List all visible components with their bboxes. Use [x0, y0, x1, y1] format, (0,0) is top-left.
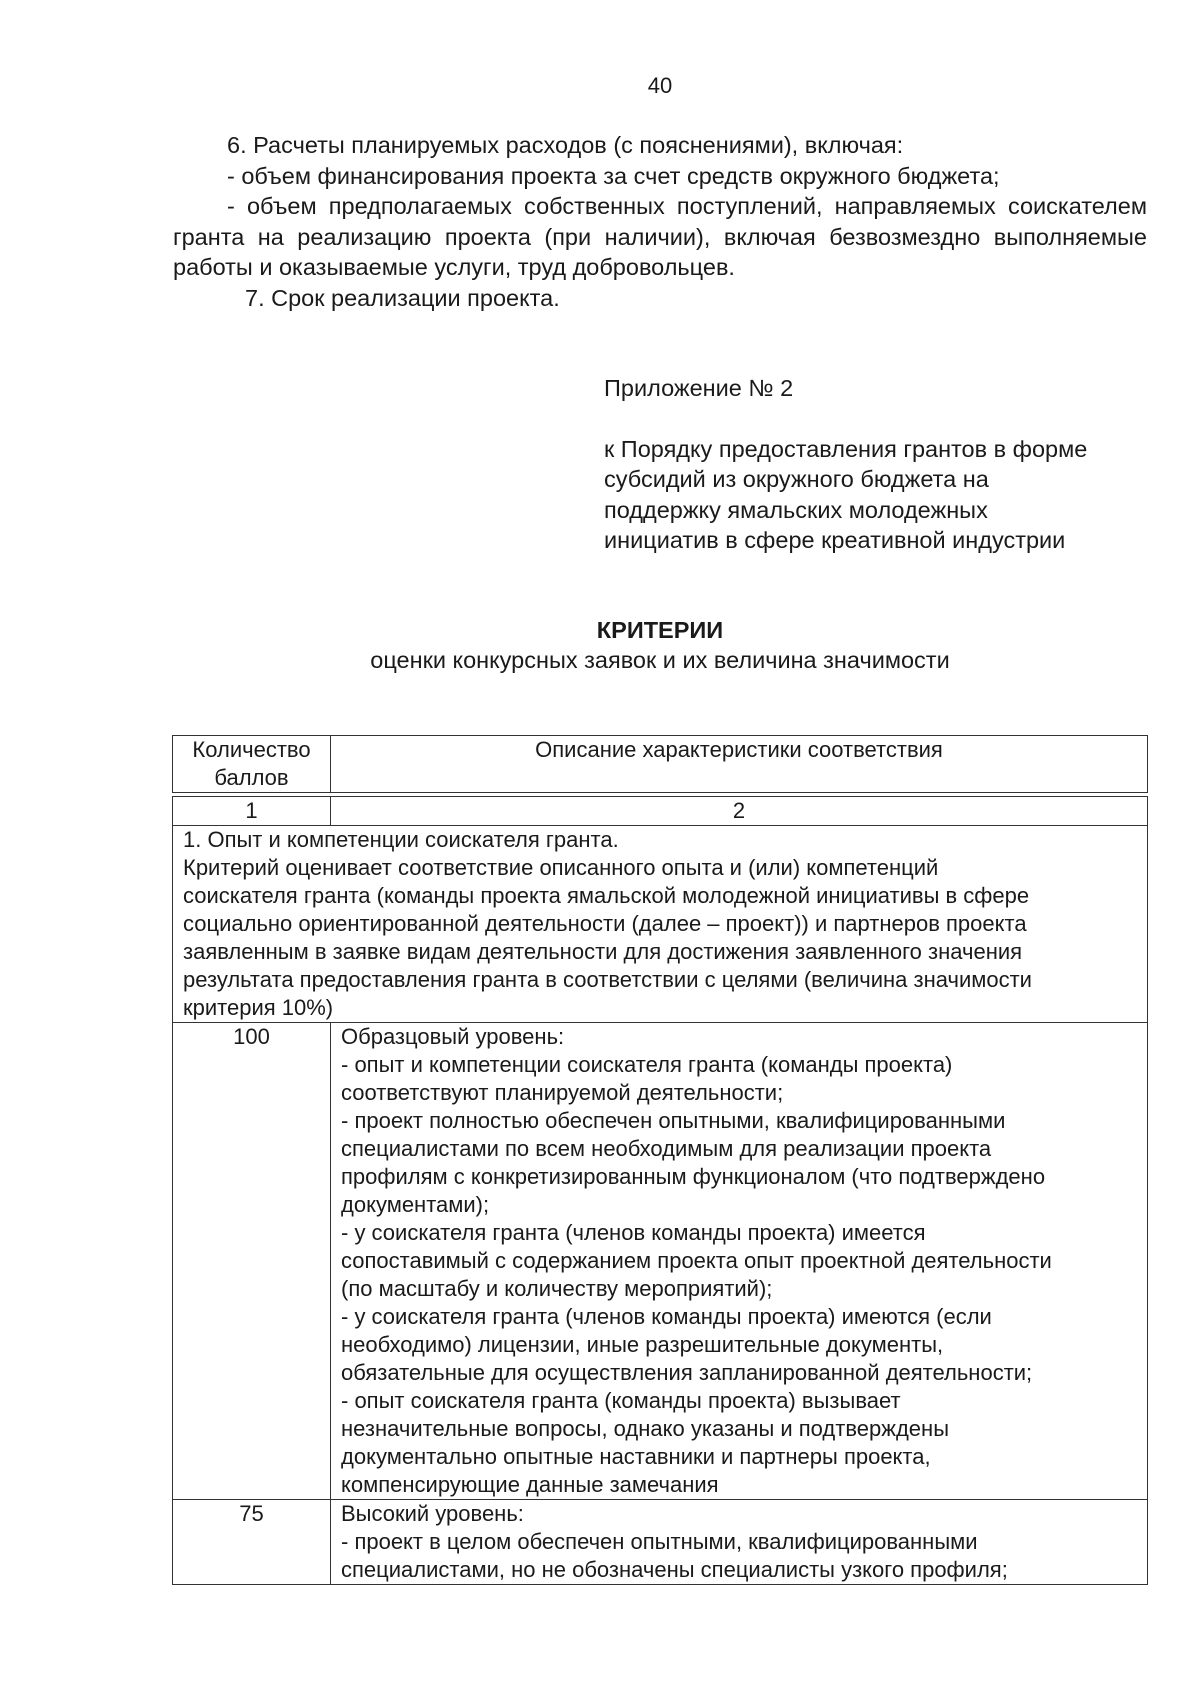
body-text [173, 130, 1147, 313]
description-line: - опыт соискателя гранта (команды проекта) вызывает [341, 1388, 901, 1413]
paragraph: 6. Расчеты планируемых расходов (с пояснениями), включая: [227, 132, 904, 158]
description-cell [331, 1500, 1148, 1585]
description-cell [331, 1023, 1148, 1500]
column-number-row [173, 797, 1148, 826]
criterion-row [173, 826, 1148, 1023]
description-line: Высокий уровень: [341, 1501, 524, 1526]
appendix-line: к Порядку предоставления грантов в форме [604, 435, 1088, 462]
section-heading [173, 615, 1147, 675]
criterion-line: результата предоставления гранта в соответствии с целями (величина значимости [183, 967, 1032, 992]
description-line: (по масштабу и количеству мероприятий); [341, 1276, 773, 1301]
description-line: - у соискателя гранта (членов команды проекта) имеется [341, 1220, 926, 1245]
description-line: специалистами, но не обозначены специалисты узкого профиля; [341, 1557, 1008, 1582]
header-description-cell: Описание характеристики соответствия [331, 736, 1148, 793]
criteria-table [172, 735, 1148, 1585]
criterion-line: критерия 10%) [183, 995, 334, 1020]
heading-subtitle: оценки конкурсных заявок и их величина значимости [370, 647, 950, 673]
appendix-line: инициатив в сфере креативной индустрии [604, 527, 1066, 553]
description-line: Образцовый уровень: [341, 1024, 565, 1049]
description-line: компенсирующие данные замечания [341, 1472, 719, 1497]
column-number-2: 2 [331, 797, 1148, 826]
description-line: - опыт и компетенции соискателя гранта (команды проекта) [341, 1052, 953, 1077]
header-points-line: Количество [192, 737, 311, 762]
criterion-line: Критерий оценивает соответствие описанного опыта и (или) компетенций [183, 855, 939, 880]
description-line: профилям с конкретизированным функционалом (что подтверждено [341, 1164, 1046, 1189]
points-cell: 75 [173, 1500, 331, 1585]
description-line: - проект полностью обеспечен опытными, квалифицированными [341, 1108, 1006, 1133]
criterion-line: соискателя гранта (команды проекта ямальской молодежной инициативы в сфере [183, 883, 1030, 908]
appendix-line: поддержку ямальских молодежных [604, 496, 988, 523]
criterion-line: 1. Опыт и компетенции соискателя гранта. [183, 827, 619, 852]
column-number-1: 1 [173, 797, 331, 826]
heading-title: КРИТЕРИИ [596, 617, 724, 643]
header-points-line: баллов [214, 765, 289, 790]
header-points-cell [173, 736, 331, 793]
description-line: незначительные вопросы, однако указаны и подтверждены [341, 1416, 950, 1441]
table-row [173, 1023, 1148, 1500]
description-line: необходимо) лицензии, иные разрешительные документы, [341, 1332, 944, 1357]
description-line: соответствуют планируемой деятельности; [341, 1080, 784, 1105]
description-line: документами); [341, 1192, 490, 1217]
appendix-line: субсидий из окружного бюджета на [604, 466, 989, 492]
description-line: документально опытные наставники и партнеры проекта, [341, 1444, 931, 1469]
criterion-line: заявленным в заявке видам деятельности для достижения заявленного значения [183, 939, 1023, 964]
page-number: 40 [647, 73, 673, 98]
table-header-row [173, 736, 1148, 793]
description-line: сопоставимый с содержанием проекта опыт проектной деятельности [341, 1248, 1052, 1273]
criterion-line: социально ориентированной деятельности (далее – проект)) и партнеров проекта [183, 911, 1027, 936]
description-line: обязательные для осуществления запланированной деятельности; [341, 1360, 1033, 1385]
paragraph: - объем предполагаемых собственных поступлений, направляемых соискателем гранта на реализацию проекта (при наличии), включая безвозмездно выполняемые работы и оказываемые услуги, труд добровольцев. [173, 193, 1147, 280]
paragraph: 7. Срок реализации проекта. [245, 284, 560, 311]
paragraph: - объем финансирования проекта за счет средств окружного бюджета; [227, 162, 1000, 189]
appendix-title: Приложение № 2 [604, 375, 794, 401]
description-line: специалистами по всем необходимым для реализации проекта [341, 1136, 992, 1161]
description-line: - у соискателя гранта (членов команды проекта) имеются (если [341, 1304, 992, 1329]
points-cell: 100 [173, 1023, 331, 1500]
appendix-block [604, 373, 1164, 556]
criterion-cell [173, 826, 1148, 1023]
table-row [173, 1500, 1148, 1585]
description-line: - проект в целом обеспечен опытными, квалифицированными [341, 1529, 978, 1554]
